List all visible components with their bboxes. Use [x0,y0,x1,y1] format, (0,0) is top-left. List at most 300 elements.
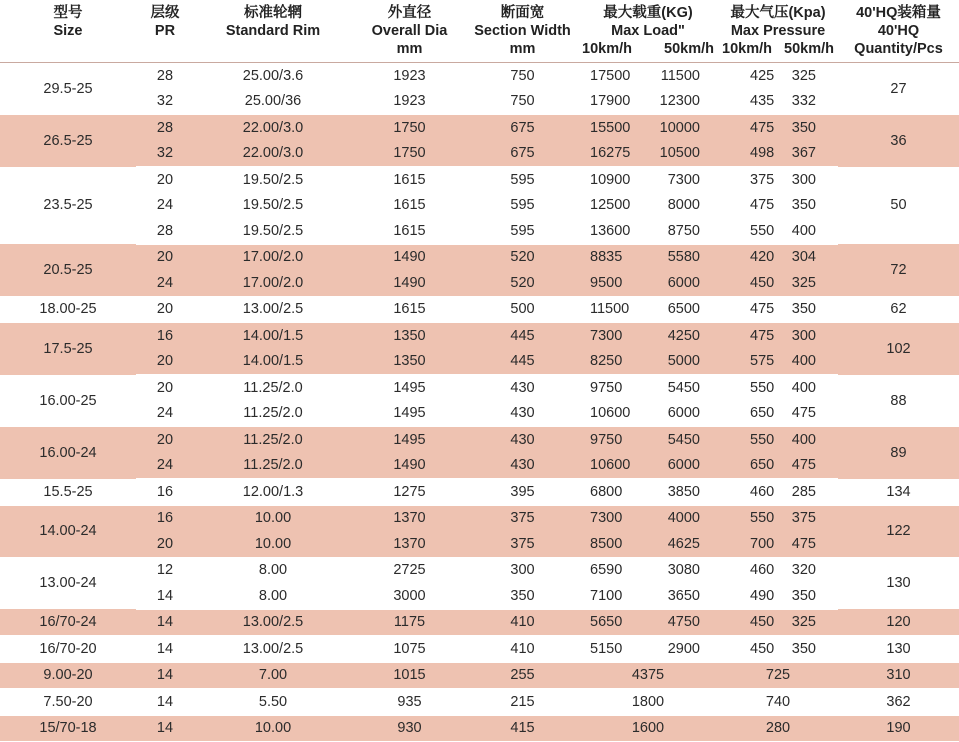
pressure-10kmh-value: 490 [750,587,775,604]
pressure-50kmh-value: 325 [791,67,816,84]
size-cell: 16/70-20 [0,636,136,663]
pressure-10kmh-value: 450 [750,274,775,291]
size-cell: 29.5-25 [0,63,136,115]
pressure-50kmh-value: 350 [791,587,816,604]
max-pressure-cell [718,401,838,427]
header-quantity: 40'HQ装箱量 40'HQ Quantity/Pcs [854,5,943,57]
pr-cell: 12 [136,557,194,583]
pressure-10kmh-value: 475 [750,301,775,318]
overall-dia-cell: 3000 [352,583,467,609]
load-10kmh-value: 6590 [590,562,623,579]
pr-cell: 16 [136,505,194,531]
pressure-50kmh-value: 350 [791,640,816,657]
rim-cell: 11.25/2.0 [194,375,352,401]
load-50kmh-value: 6000 [667,457,700,474]
pressure-50kmh-value: 367 [791,145,816,162]
pressure-50kmh-value: 350 [791,197,816,214]
table-row [0,115,959,141]
load-50kmh-value: 10000 [659,119,700,136]
max-load-cell [578,115,718,141]
section-width-cell: 595 [467,193,578,219]
section-width-cell: 430 [467,401,578,427]
table-row [0,193,959,219]
load-50kmh-value: 7300 [667,171,700,188]
max-pressure-cell [718,167,838,193]
section-width-cell: 520 [467,270,578,296]
table-row [0,505,959,531]
max-load-cell: 1600 [578,715,718,742]
load-50kmh-value: 10500 [659,145,700,162]
pr-cell: 32 [136,141,194,167]
pressure-10kmh-value: 550 [750,222,775,239]
max-load-cell [578,349,718,375]
rim-cell: 13.00/2.5 [194,296,352,323]
rim-cell: 10.00 [194,715,352,742]
pressure-50kmh-value: 350 [791,119,816,136]
max-load-cell [578,193,718,219]
overall-dia-cell: 1615 [352,167,467,193]
pr-cell: 14 [136,715,194,742]
max-pressure-cell [718,323,838,349]
pressure-10kmh-value: 550 [750,379,775,396]
max-pressure-cell: 725 [718,662,838,689]
section-width-cell: 750 [467,63,578,89]
pr-cell: 24 [136,270,194,296]
max-pressure-cell [718,505,838,531]
load-50kmh-value: 6000 [667,405,700,422]
overall-dia-cell: 1370 [352,531,467,557]
pressure-10kmh-value: 450 [750,614,775,631]
section-width-cell: 595 [467,167,578,193]
quantity-cell: 72 [838,244,959,296]
size-cell: 9.00-20 [0,662,136,689]
pr-cell: 20 [136,296,194,323]
rim-cell: 10.00 [194,531,352,557]
section-width-cell: 595 [467,218,578,244]
load-50kmh-value: 4750 [667,614,700,631]
pressure-50kmh-value: 475 [791,457,816,474]
table-row [0,141,959,167]
table-row [0,557,959,583]
size-cell: 16.00-24 [0,427,136,479]
pr-cell: 20 [136,375,194,401]
load-50kmh-value: 11500 [660,67,700,84]
pressure-10kmh-value: 475 [750,197,775,214]
pr-cell: 32 [136,89,194,115]
max-pressure-cell [718,115,838,141]
overall-dia-cell: 1350 [352,323,467,349]
rim-cell: 8.00 [194,557,352,583]
table-row [0,427,959,453]
section-width-cell: 500 [467,296,578,323]
overall-dia-cell: 930 [352,715,467,742]
rim-cell: 14.00/1.5 [194,323,352,349]
overall-dia-cell: 1495 [352,401,467,427]
table-row [0,453,959,479]
quantity-cell: 27 [838,63,959,115]
load-50kmh-value: 12300 [659,93,700,110]
overall-dia-cell: 1750 [352,115,467,141]
quantity-cell: 130 [838,636,959,663]
overall-dia-cell: 1495 [352,375,467,401]
table-row [0,662,959,689]
load-10kmh-value: 10900 [590,171,631,188]
load-50kmh-value: 3650 [667,587,700,604]
rim-cell: 10.00 [194,505,352,531]
overall-dia-cell: 1175 [352,609,467,636]
pr-cell: 14 [136,689,194,716]
rim-cell: 7.00 [194,662,352,689]
max-load-cell [578,218,718,244]
pressure-50kmh-value: 300 [791,171,816,188]
pressure-10kmh-value: 460 [750,562,775,579]
load-50kmh-value: 6000 [667,274,700,291]
table-row [0,479,959,506]
max-pressure-cell [718,270,838,296]
size-cell: 15.5-25 [0,479,136,506]
load-50kmh-value: 3080 [667,562,700,579]
max-load-cell: 1800 [578,689,718,716]
header-row [0,0,959,63]
header-max-pressure: 最大气压(Kpa) Max Pressure 10km/h 50km/h [722,5,834,57]
pressure-10kmh-value: 450 [750,640,775,657]
table-row [0,583,959,609]
load-10kmh-value: 9750 [590,379,623,396]
overall-dia-cell: 1015 [352,662,467,689]
max-pressure-cell [718,296,838,323]
rim-cell: 22.00/3.0 [194,115,352,141]
overall-dia-cell: 1615 [352,218,467,244]
table-row [0,323,959,349]
header-max-load: 最大载重(KG) Max Load" 10km/h 50km/h [582,5,714,57]
overall-dia-cell: 1350 [352,349,467,375]
section-width-cell: 430 [467,427,578,453]
pressure-10kmh-value: 435 [750,93,775,110]
quantity-cell: 102 [838,323,959,375]
load-50kmh-value: 8750 [667,222,700,239]
pressure-50kmh-value: 375 [791,510,816,527]
rim-cell: 25.00/36 [194,89,352,115]
size-cell: 13.00-24 [0,557,136,609]
section-width-cell: 395 [467,479,578,506]
size-cell: 7.50-20 [0,689,136,716]
pr-cell: 24 [136,193,194,219]
pressure-50kmh-value: 320 [791,562,816,579]
pressure-50kmh-value: 400 [791,353,816,370]
load-10kmh-value: 8835 [590,249,623,266]
max-pressure-cell [718,453,838,479]
quantity-cell: 88 [838,375,959,427]
size-cell: 15/70-18 [0,715,136,742]
max-load-cell [578,323,718,349]
pressure-50kmh-value: 400 [791,431,816,448]
load-10kmh-value: 8500 [590,535,623,552]
pr-cell: 20 [136,531,194,557]
pressure-50kmh-value: 400 [791,379,816,396]
overall-dia-cell: 1923 [352,89,467,115]
size-cell: 26.5-25 [0,115,136,167]
pressure-50kmh-value: 475 [791,535,816,552]
quantity-cell: 122 [838,505,959,557]
max-load-cell [578,296,718,323]
quantity-cell: 62 [838,296,959,323]
table-row [0,375,959,401]
pr-cell: 16 [136,479,194,506]
load-10kmh-value: 9750 [590,431,623,448]
pressure-50kmh-value: 325 [791,274,816,291]
max-pressure-cell [718,479,838,506]
load-10kmh-value: 7300 [590,327,623,344]
overall-dia-cell: 935 [352,689,467,716]
load-10kmh-value: 10600 [590,405,631,422]
size-cell: 14.00-24 [0,505,136,557]
quantity-cell: 190 [838,715,959,742]
max-pressure-cell [718,89,838,115]
max-load-cell [578,89,718,115]
pressure-10kmh-value: 375 [750,171,775,188]
load-50kmh-value: 4000 [667,510,700,527]
table-row [0,167,959,193]
table-row [0,63,959,89]
section-width-cell: 445 [467,349,578,375]
max-load-cell [578,636,718,663]
max-pressure-cell: 740 [718,689,838,716]
header-load-10kmh: 10km/h [582,41,632,57]
rim-cell: 11.25/2.0 [194,401,352,427]
rim-cell: 17.00/2.0 [194,270,352,296]
max-pressure-cell [718,636,838,663]
max-pressure-cell [718,427,838,453]
pressure-50kmh-value: 304 [791,249,816,266]
load-50kmh-value: 3850 [667,483,700,500]
max-pressure-cell [718,218,838,244]
section-width-cell: 675 [467,115,578,141]
section-width-cell: 415 [467,715,578,742]
table-row [0,349,959,375]
pressure-10kmh-value: 475 [750,119,775,136]
pr-cell: 14 [136,583,194,609]
pr-cell: 28 [136,63,194,89]
max-load-cell [578,401,718,427]
max-pressure-cell [718,141,838,167]
overall-dia-cell: 1490 [352,453,467,479]
rim-cell: 13.00/2.5 [194,609,352,636]
max-load-cell [578,375,718,401]
pr-cell: 14 [136,636,194,663]
rim-cell: 11.25/2.0 [194,453,352,479]
load-50kmh-value: 5450 [667,379,700,396]
load-50kmh-value: 5450 [667,431,700,448]
section-width-cell: 430 [467,453,578,479]
pressure-10kmh-value: 700 [750,535,775,552]
pr-cell: 28 [136,218,194,244]
max-load-cell [578,270,718,296]
max-pressure-cell [718,583,838,609]
table-row [0,609,959,636]
max-load-cell [578,141,718,167]
pr-cell: 20 [136,427,194,453]
pr-cell: 28 [136,115,194,141]
rim-cell: 19.50/2.5 [194,167,352,193]
max-pressure-cell [718,557,838,583]
overall-dia-cell: 1490 [352,270,467,296]
pressure-10kmh-value: 550 [750,431,775,448]
section-width-cell: 410 [467,609,578,636]
pressure-50kmh-value: 350 [791,301,816,318]
max-pressure-cell [718,349,838,375]
table-row [0,636,959,663]
load-10kmh-value: 17900 [590,93,631,110]
section-width-cell: 410 [467,636,578,663]
pr-cell: 24 [136,401,194,427]
load-50kmh-value: 2900 [667,640,700,657]
size-cell: 16.00-25 [0,375,136,427]
quantity-cell: 36 [838,115,959,167]
section-width-cell: 300 [467,557,578,583]
size-cell: 18.00-25 [0,296,136,323]
header-standard-rim: 标准轮辋 Standard Rim [225,5,321,39]
overall-dia-cell: 1495 [352,427,467,453]
pressure-10kmh-value: 575 [750,353,775,370]
max-load-cell [578,583,718,609]
quantity-cell: 362 [838,689,959,716]
max-load-cell: 4375 [578,662,718,689]
section-width-cell: 215 [467,689,578,716]
size-cell: 16/70-24 [0,609,136,636]
rim-cell: 25.00/3.6 [194,63,352,89]
table-body [0,63,959,742]
max-pressure-cell [718,609,838,636]
overall-dia-cell: 1075 [352,636,467,663]
overall-dia-cell: 1923 [352,63,467,89]
section-width-cell: 430 [467,375,578,401]
quantity-cell: 310 [838,662,959,689]
overall-dia-cell: 1275 [352,479,467,506]
rim-cell: 19.50/2.5 [194,218,352,244]
size-cell: 23.5-25 [0,167,136,245]
section-width-cell: 445 [467,323,578,349]
size-cell: 17.5-25 [0,323,136,375]
pr-cell: 14 [136,662,194,689]
rim-cell: 5.50 [194,689,352,716]
quantity-cell: 120 [838,609,959,636]
load-10kmh-value: 17500 [590,67,631,84]
load-10kmh-value: 9500 [590,274,623,291]
max-load-cell [578,63,718,89]
max-pressure-cell [718,63,838,89]
max-load-cell [578,609,718,636]
header-pressure-10kmh: 10km/h [722,41,772,57]
pressure-10kmh-value: 420 [750,249,775,266]
load-50kmh-value: 4625 [667,535,700,552]
pressure-50kmh-value: 285 [791,483,816,500]
max-pressure-cell [718,193,838,219]
header-pr: 层级 PR [150,5,180,39]
pressure-10kmh-value: 475 [750,327,775,344]
max-load-cell [578,427,718,453]
header-pressure-50kmh: 50km/h [784,41,834,57]
load-10kmh-value: 11500 [590,301,630,318]
pressure-10kmh-value: 498 [750,145,775,162]
section-width-cell: 350 [467,583,578,609]
max-load-cell [578,167,718,193]
quantity-cell: 89 [838,427,959,479]
overall-dia-cell: 2725 [352,557,467,583]
rim-cell: 17.00/2.0 [194,244,352,270]
table-row [0,715,959,742]
section-width-cell: 255 [467,662,578,689]
section-width-cell: 675 [467,141,578,167]
table-row [0,89,959,115]
load-10kmh-value: 7100 [590,587,623,604]
load-50kmh-value: 6500 [667,301,700,318]
pressure-50kmh-value: 300 [791,327,816,344]
pressure-50kmh-value: 325 [791,614,816,631]
overall-dia-cell: 1615 [352,193,467,219]
overall-dia-cell: 1750 [352,141,467,167]
max-pressure-cell: 280 [718,715,838,742]
section-width-cell: 375 [467,505,578,531]
pr-cell: 16 [136,323,194,349]
table-row [0,296,959,323]
max-load-cell [578,453,718,479]
section-width-cell: 520 [467,244,578,270]
max-load-cell [578,244,718,270]
rim-cell: 12.00/1.3 [194,479,352,506]
quantity-cell: 134 [838,479,959,506]
pressure-50kmh-value: 332 [791,93,816,110]
load-50kmh-value: 8000 [667,197,700,214]
pr-cell: 20 [136,349,194,375]
load-10kmh-value: 10600 [590,457,631,474]
header-overall-dia: 外直径 Overall Dia mm [371,5,448,57]
load-50kmh-value: 5580 [667,249,700,266]
pr-cell: 20 [136,167,194,193]
max-load-cell [578,531,718,557]
load-10kmh-value: 8250 [590,353,623,370]
max-load-cell [578,557,718,583]
rim-cell: 19.50/2.5 [194,193,352,219]
max-load-cell [578,479,718,506]
header-section-width: 断面宽 Section Width mm [474,5,571,57]
section-width-cell: 375 [467,531,578,557]
pr-cell: 24 [136,453,194,479]
header-size: 型号 Size [53,5,83,39]
rim-cell: 8.00 [194,583,352,609]
overall-dia-cell: 1370 [352,505,467,531]
header-load-50kmh: 50km/h [664,41,714,57]
max-pressure-cell [718,531,838,557]
rim-cell: 11.25/2.0 [194,427,352,453]
load-10kmh-value: 5650 [590,614,623,631]
pr-cell: 14 [136,609,194,636]
load-10kmh-value: 12500 [590,197,631,214]
load-50kmh-value: 4250 [667,327,700,344]
pressure-10kmh-value: 425 [750,67,775,84]
load-10kmh-value: 6800 [590,483,623,500]
table-row [0,244,959,270]
load-10kmh-value: 7300 [590,510,623,527]
overall-dia-cell: 1490 [352,244,467,270]
table-row [0,689,959,716]
pressure-10kmh-value: 460 [750,483,775,500]
overall-dia-cell: 1615 [352,296,467,323]
rim-cell: 13.00/2.5 [194,636,352,663]
load-10kmh-value: 16275 [590,145,631,162]
load-10kmh-value: 15500 [590,119,631,136]
pressure-50kmh-value: 400 [791,222,816,239]
pressure-10kmh-value: 650 [750,457,775,474]
